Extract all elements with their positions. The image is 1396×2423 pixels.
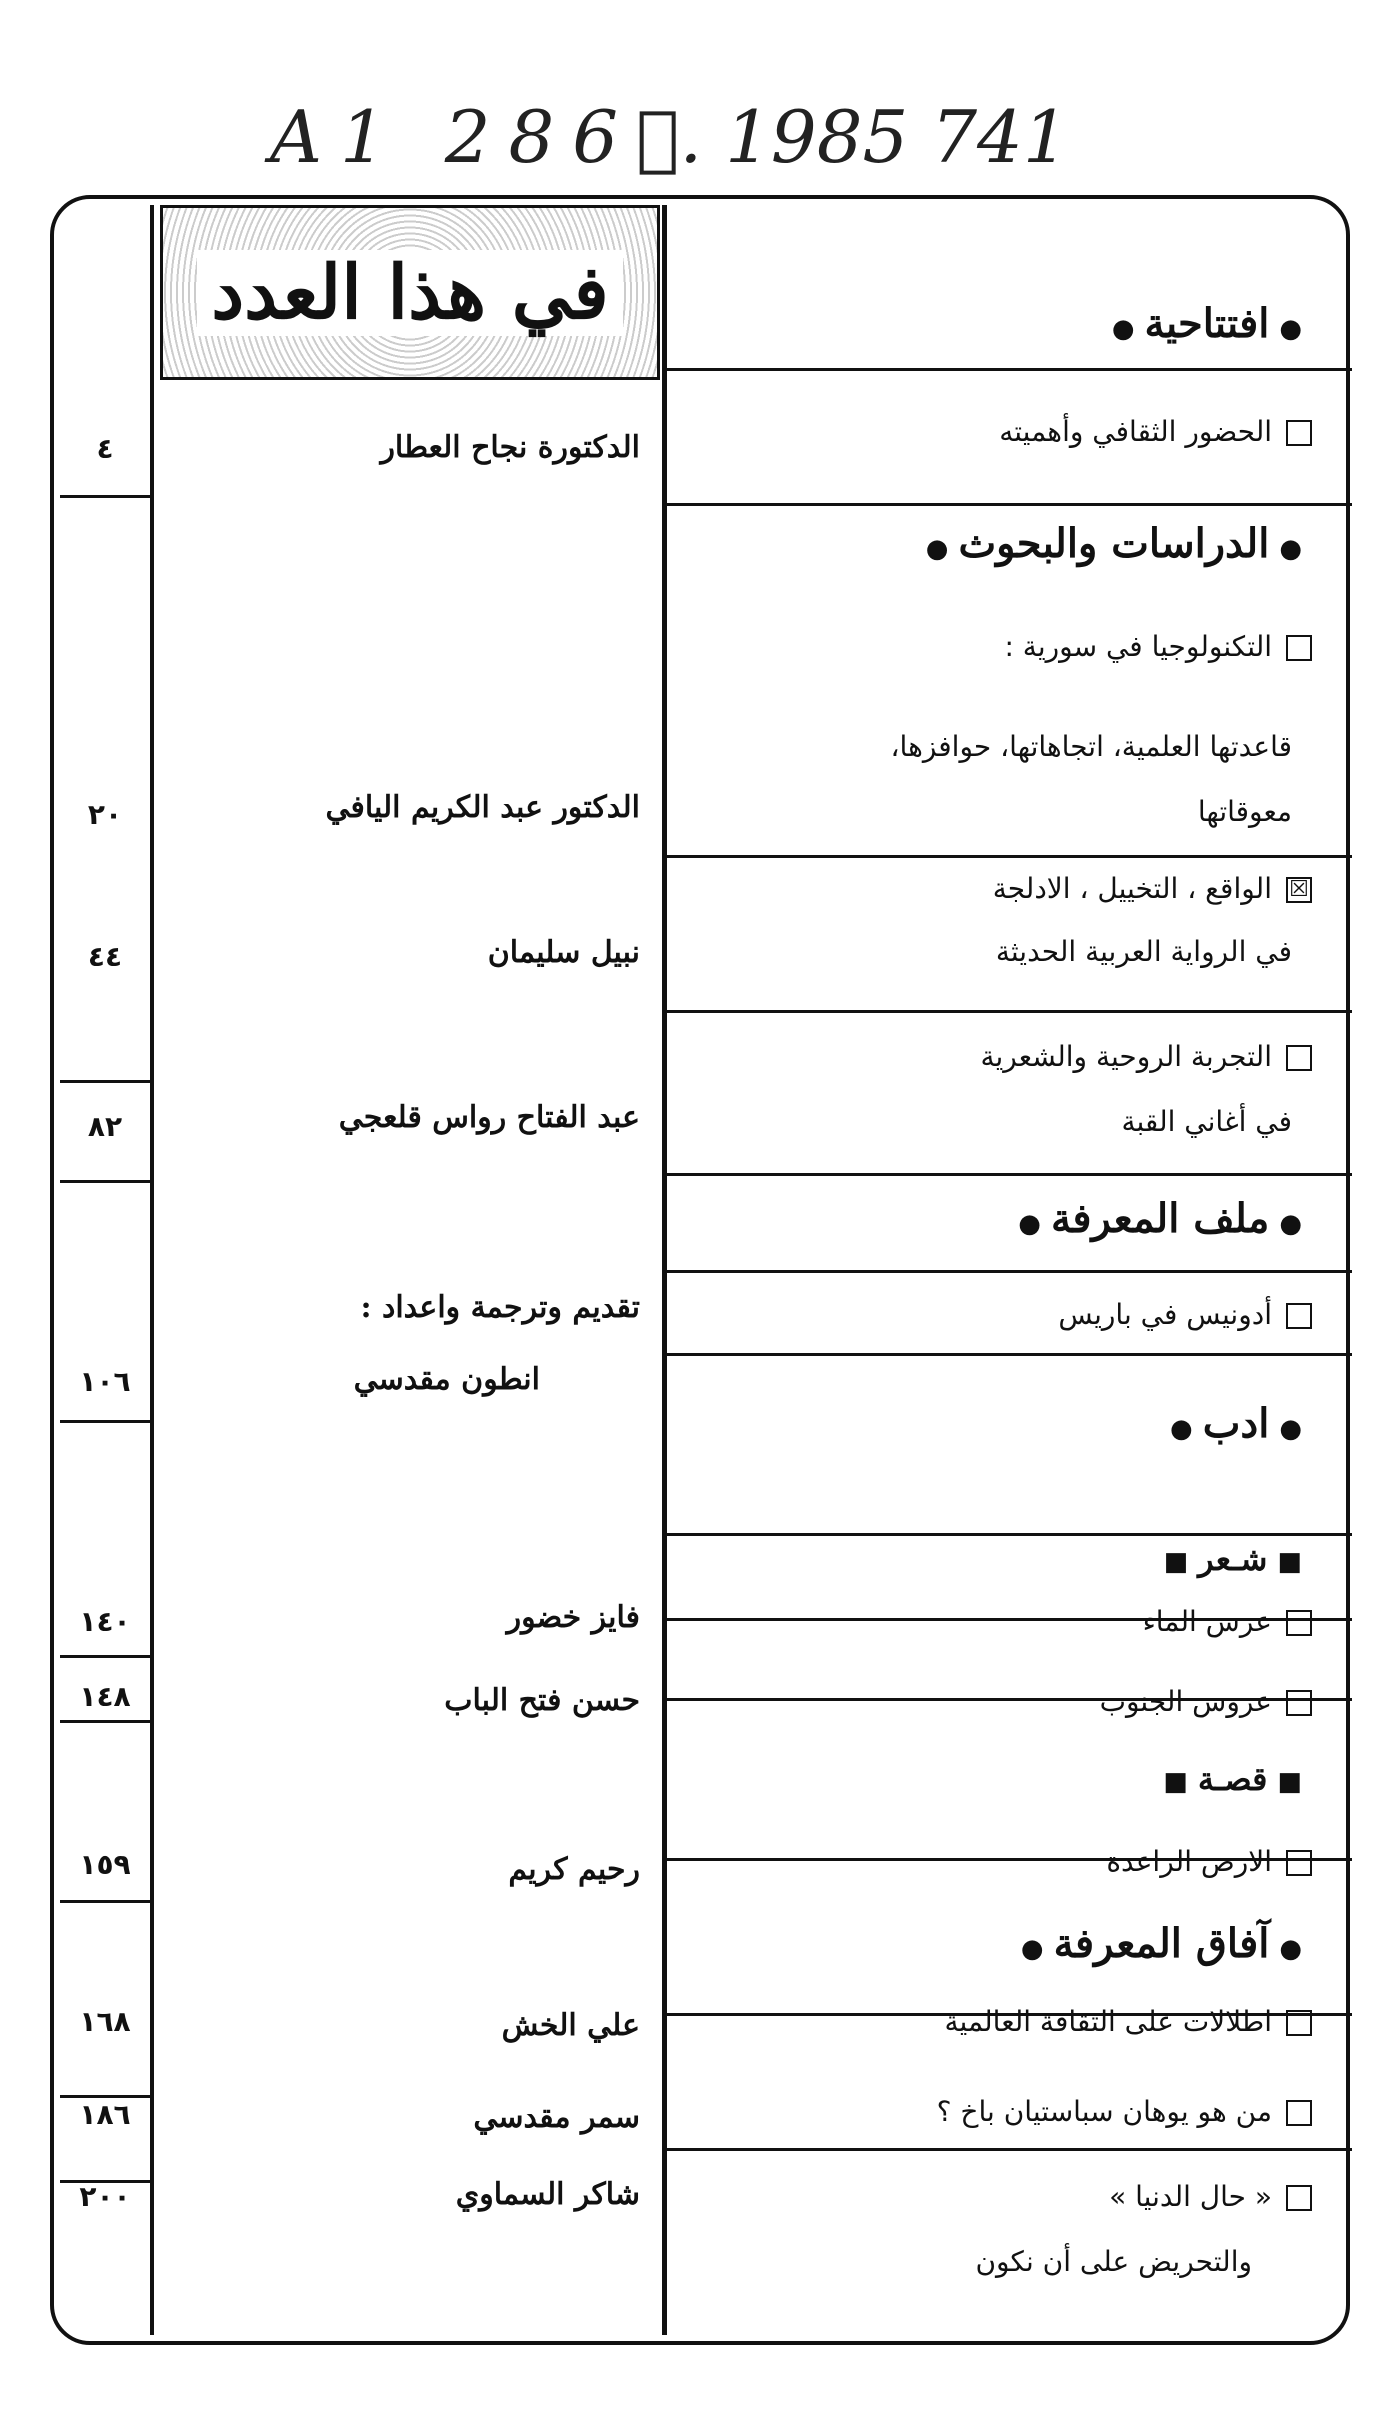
divider — [662, 2148, 1352, 2151]
toc-item[interactable]: الارض الراعدة — [662, 1845, 1342, 1878]
subsection-heading-poetry: ■شـعر■ — [1163, 1540, 1302, 1578]
page-title: في هذا العدد — [197, 250, 623, 336]
subsection-heading-story: ■قصـة■ — [1163, 1760, 1302, 1798]
section-heading-horizons: ●آفاق المعرفة● — [1020, 1920, 1302, 1967]
divider — [662, 1173, 1352, 1176]
section-heading-knowledge-file: ●ملف المعرفة● — [1018, 1195, 1302, 1242]
toc-item[interactable]: التجربة الروحية والشعرية — [662, 1040, 1342, 1073]
bullet-icon: ● — [1279, 1934, 1302, 1964]
bullet-icon: ● — [1020, 1934, 1044, 1964]
section-heading-studies: ●الدراسات والبحوث● — [925, 520, 1302, 567]
page-divider — [60, 1655, 150, 1658]
bullet-icon: ● — [1279, 534, 1302, 564]
toc-item-continued: معوقاتها — [1197, 795, 1292, 828]
page-number: ٢٠٠ — [79, 2180, 131, 2213]
page-divider — [60, 1180, 150, 1183]
author: علي الخش — [501, 2008, 640, 2043]
page-number: ٨٢ — [87, 1110, 123, 1143]
checkbox-icon — [1286, 2100, 1312, 2126]
checkbox-icon — [1286, 1303, 1312, 1329]
author: فايز خضور — [506, 1600, 640, 1635]
square-icon: ■ — [1163, 1767, 1188, 1797]
bullet-icon: ● — [1279, 1414, 1302, 1444]
author: انطون مقدسي — [353, 1362, 540, 1397]
divider — [662, 1270, 1352, 1273]
author: نبيل سليمان — [487, 935, 640, 970]
toc-item[interactable]: ☒الواقع ، التخييل ، الادلجة — [662, 872, 1342, 905]
page-number: ٤ — [96, 432, 114, 465]
page-number: ١٤٠ — [79, 1605, 131, 1638]
divider — [662, 855, 1352, 858]
page-divider — [60, 495, 150, 498]
divider — [662, 503, 1352, 506]
author: شاكر السماوي — [455, 2177, 640, 2212]
checkbox-icon — [1286, 1690, 1312, 1716]
checkbox-icon — [1286, 2010, 1312, 2036]
bullet-icon: ● — [1111, 314, 1135, 344]
page-number: ١٥٩ — [79, 1848, 131, 1881]
section-heading-literature: ●ادب● — [1170, 1400, 1302, 1447]
page-title-box — [160, 205, 660, 380]
page-number: ١٦٨ — [79, 2005, 131, 2038]
toc-item-continued: في أغاني القبة — [1121, 1105, 1292, 1138]
divider — [662, 1353, 1352, 1356]
square-icon: ■ — [1163, 1547, 1189, 1577]
page-number: ٢٠ — [87, 798, 123, 831]
author: سمر مقدسي — [473, 2100, 640, 2135]
page-number: ١٤٨ — [79, 1680, 131, 1713]
checkbox-icon — [1286, 420, 1312, 446]
author: رحيم كريم — [508, 1852, 640, 1887]
square-icon: ■ — [1277, 1547, 1302, 1577]
author: الدكتور عبد الكريم اليافي — [325, 790, 640, 825]
toc-item-continued: والتحريض على أن نكون — [975, 2245, 1252, 2278]
toc-item[interactable]: « حال الدنيا » — [662, 2180, 1342, 2213]
page-divider — [60, 1900, 150, 1903]
toc-item[interactable]: أدونيس في باريس — [662, 1298, 1342, 1331]
divider — [662, 1010, 1352, 1013]
page-divider — [60, 1420, 150, 1423]
page-divider — [60, 1080, 150, 1083]
author-credit: تقديم وترجمة واعداد : — [360, 1290, 640, 1325]
section-heading-editorial: ●افتتاحية● — [1111, 300, 1302, 347]
checkbox-icon — [1286, 635, 1312, 661]
page-number: ٤٤ — [87, 940, 123, 973]
author: عبد الفتاح رواس قلعجي — [338, 1100, 640, 1135]
divider — [662, 1533, 1352, 1536]
checkbox-icon — [1286, 2185, 1312, 2211]
author: الدكتورة نجاح العطار — [380, 430, 640, 465]
author: حسن فتح الباب — [444, 1683, 640, 1718]
toc-item-continued: قاعدتها العلمية، اتجاهاتها، حوافزها، — [890, 730, 1292, 763]
page-number: ١٠٦ — [79, 1365, 131, 1398]
toc-item[interactable]: عرس الماء — [662, 1605, 1342, 1638]
bullet-icon: ● — [1279, 314, 1302, 344]
toc-item-continued: في الرواية العربية الحديثة — [995, 935, 1292, 968]
checkbox-icon — [1286, 1850, 1312, 1876]
handwritten-catalog-code: A1 286.ٍ 1985 741 — [270, 95, 1069, 179]
toc-item[interactable]: التكنولوجيا في سورية : — [662, 630, 1342, 663]
bullet-icon: ● — [1170, 1414, 1193, 1444]
toc-item[interactable]: الحضور الثقافي وأهميته — [662, 415, 1342, 448]
toc-item[interactable]: اطلالات على الثقافة العالمية — [662, 2005, 1342, 2038]
page-number: ١٨٦ — [79, 2098, 131, 2131]
divider — [662, 368, 1352, 371]
bullet-icon: ● — [925, 534, 949, 564]
bullet-icon: ● — [1018, 1209, 1041, 1239]
toc-item[interactable]: عروس الجنوب — [662, 1685, 1342, 1718]
toc-item[interactable]: من هو يوهان سباستيان باخ ؟ — [662, 2095, 1342, 2128]
checkbox-checked-icon: ☒ — [1286, 877, 1312, 903]
bullet-icon: ● — [1279, 1209, 1302, 1239]
checkbox-icon — [1286, 1610, 1312, 1636]
page-divider — [60, 1720, 150, 1723]
checkbox-icon — [1286, 1045, 1312, 1071]
square-icon: ■ — [1277, 1767, 1302, 1797]
